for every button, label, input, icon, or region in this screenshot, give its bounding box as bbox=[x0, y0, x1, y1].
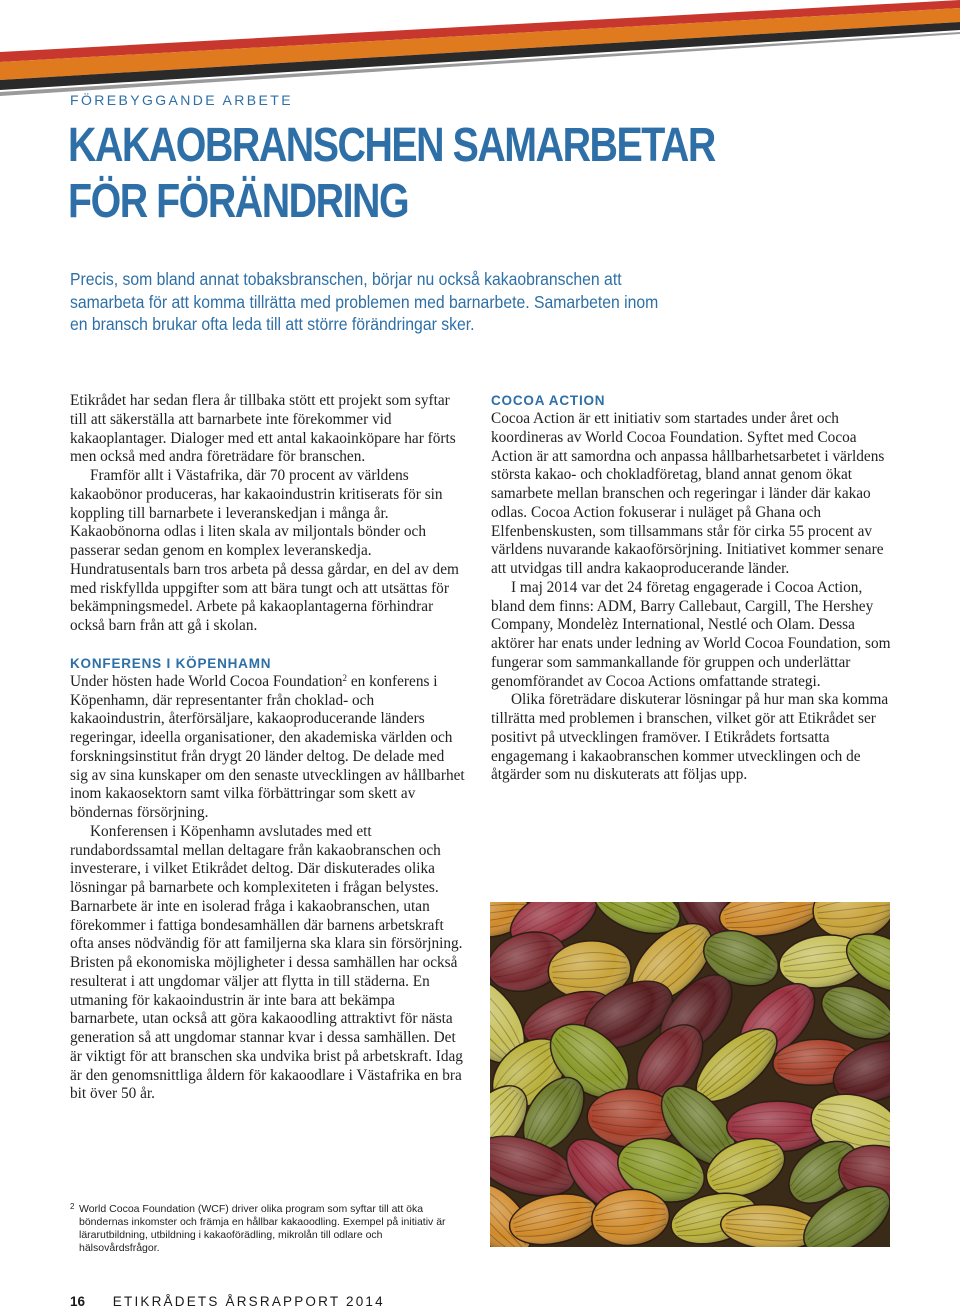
section-heading-cocoa-action: COCOA ACTION bbox=[491, 393, 606, 408]
ingress: Precis, som bland annat tobaksbranschen, börjar nu också kakaobranschen att samarbeta för att komma tillrätta med problemen med barnarbete. Samarbeten inom en bransch brukar ofta leda till att större förändringar sker. bbox=[70, 269, 659, 334]
footnote-reference[interactable]: 2 bbox=[342, 672, 348, 683]
cocoa-pods-photo bbox=[490, 902, 890, 1247]
page-footer bbox=[70, 1294, 385, 1309]
section-heading-konferens: KONFERENS I KÖPENHAMN bbox=[70, 655, 272, 671]
page-title-line-2: FÖR FÖRÄNDRING bbox=[68, 175, 409, 228]
page-title-line-1: KAKAOBRANSCHEN SAMARBETAR bbox=[68, 119, 715, 172]
cocoa-pods-illustration bbox=[490, 902, 890, 1247]
right-column bbox=[491, 392, 891, 785]
cocoa-action-paragraph-1: Cocoa Action är ett initiativ som startades under året och koordineras av World Cocoa Foundation. Syftet med Cocoa Action är att samordna och anpassa hållbarhetsarbetet i världens största kakao- och chokladföretag, bland annat genom ökat samarbete mellan branschen och regeringar i länder där kakao odlas. Cocoa Action fokuserar i nuläget på Ghana och Elfenbenskusten, som tillsammans står för cirka 55 procent av världens nuvarande kakaoförsörjning. Initiativet kommer senare att utvidgas till andra kakaoproducerande länder. bbox=[491, 410, 885, 577]
intro-paragraph-1: Etikrådet har sedan flera år tillbaka stött ett projekt som syftar till att säkerställa att barnarbete inte förekommer vid kakaoplantager. Dialoger med ett antal kakaoinköpare har förts men också med andra företrädare för branschen. bbox=[70, 392, 456, 466]
cocoa-action-paragraph-3: Olika företrädare diskuterar lösningar på hur man ska komma tillrätta med problemen i branschen, vilket gör att Etikrådet ser positivt på utvecklingen framöver. I Etikrådets fortsatta engagemang i kakaobranschen kommer utvecklingen och de åtgärder som nu diskuterats att följas upp. bbox=[491, 691, 889, 784]
footnote bbox=[70, 1203, 460, 1255]
footnote-text: World Cocoa Foundation (WCF) driver olika program som syftar till att öka böndernas inkomster och främja en hållbar kakaoodling. Exempel på initiativ är lärarutbildning, utbildning i kakaoförädling, mikrolån till odlare och hälsovårdsfrågor. bbox=[79, 1203, 446, 1254]
konferens-text-start: Under hösten hade World Cocoa Foundation bbox=[70, 672, 343, 690]
report-name: ETIKRÅDETS ÅRSRAPPORT 2014 bbox=[112, 1294, 385, 1309]
footnote-number: 2 bbox=[70, 1202, 75, 1211]
page-title bbox=[68, 118, 715, 230]
page-number: 16 bbox=[70, 1294, 86, 1309]
konferens-paragraph-1 bbox=[70, 673, 465, 823]
left-column bbox=[70, 392, 465, 1104]
intro-paragraph-2: Framför allt i Västafrika, där 70 procent av världens kakaobönor produceras, har kakaoindustrin kritiserats för sin koppling till barnarbete i leveranskedjan i många år. Kakaobönorna odlas i liten skala av miljontals bönder och passerar sedan genom en komplex leveranskedja. Hundratusentals barn tros arbeta på dessa gårdar, en del av dem med riskfyllda uppgifter som att bära tungt och att utsättas för bekämpningsmedel. Arbete på kakaoplantagerna förhindrar också barn från att gå i skolan. bbox=[70, 467, 459, 634]
konferens-paragraph-2: Konferensen i Köpenhamn avslutades med ett rundabordssamtal mellan deltagare från kakaobranschen och investerare, i vilket Etikrådet deltog. Där diskuterades olika lösningar på barnarbete och komplexiteten i frågan belystes. Barnarbete är inte en isolerad fråga i kakaobranschen, utan förekommer i fattiga bondesamhällen där barnens arbetskraft ofta anses nödvändig för att familjerna ska klara sin försörjning. Bristen på ekonomiska möjligheter i dessa samhällen har också resulterat i att ungdomar väljer att flytta in till städerna. En utmaning för kakaoindustrin är inte bara att bekämpa barnarbete, utan också att göra kakaoodling attraktivt för nästa generation så att ungdomar stannar kvar i dessa samhällen. Det är viktigt för att branschen ska undvika brist på arbetskraft. Idag är den genomsnittliga åldern för kakaoodlare i Västafrika en bra bit över 50 år. bbox=[70, 822, 463, 1103]
stripe-orange bbox=[0, 8, 960, 80]
konferens-text-rest: en konferens i Köpenhamn, där representanter från choklad- och kakaoindustrin, återförsäljare, kakaoproducerande länders regeringar, ideella organisationer, den akademiska världen och forskningsinstitut från drygt 20 länder deltog. De delade med sig av sina kunskaper om den senaste utvecklingen av hållbarhet inom kakaosektorn samt vilka förbättringar som skett av böndernas försörjning. bbox=[70, 672, 465, 821]
cocoa-action-paragraph-2: I maj 2014 var det 24 företag engagerade i Cocoa Action, bland dem finns: ADM, Barry Callebaut, Cargill, The Hershey Company, Mondelèz International, Nestlé och Olam. Dessa aktörer har enats under ledning av World Cocoa Foundation, som fungerar som sammankallande för gruppen och underlättar genomförandet av Cocoa Actions omfattande strategi. bbox=[491, 578, 891, 690]
section-kicker: FÖREBYGGANDE ARBETE bbox=[70, 92, 293, 108]
